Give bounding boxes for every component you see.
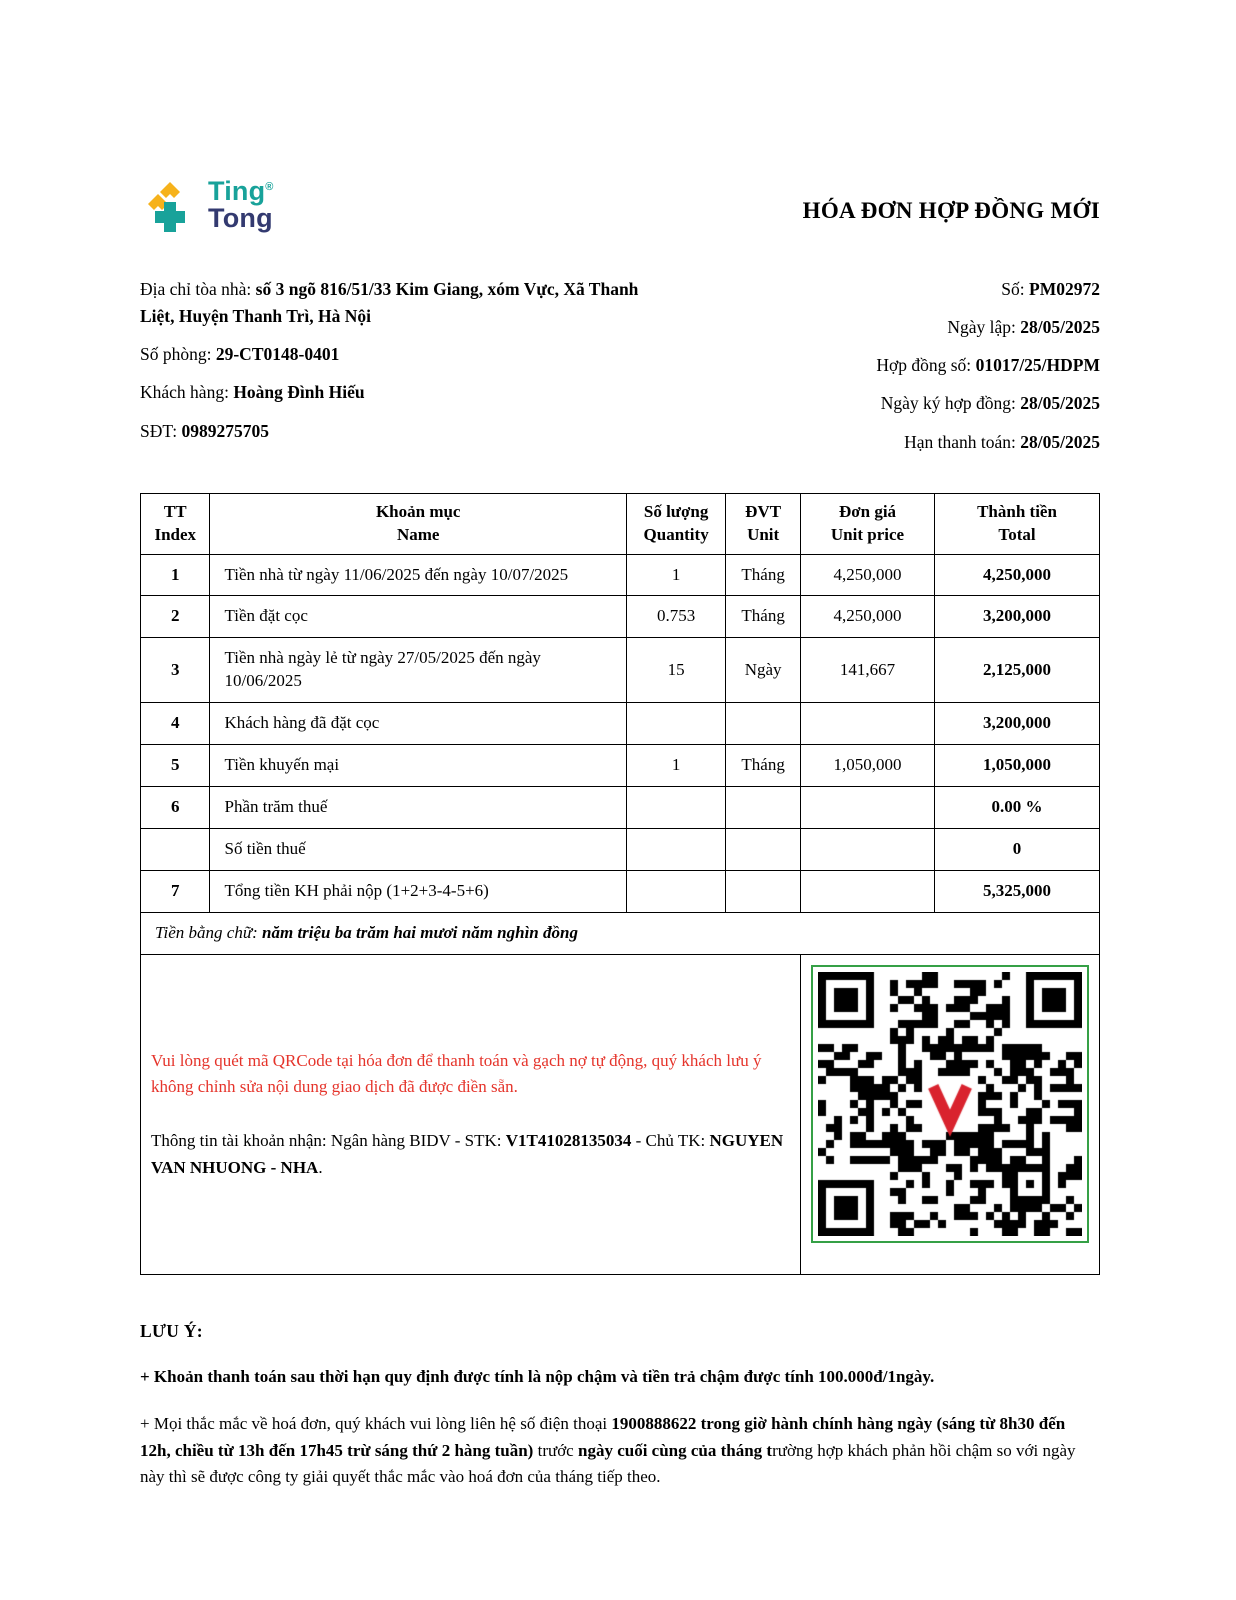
qr-payment-row bbox=[141, 954, 1100, 1274]
customer-phone-label: SĐT: bbox=[140, 420, 178, 441]
cell-total: 0.00 % bbox=[935, 787, 1100, 829]
cell-quantity: 1 bbox=[626, 745, 725, 787]
cell-unit: Tháng bbox=[726, 745, 801, 787]
document-title: HÓA ĐƠN HỢP ĐỒNG MỚI bbox=[802, 198, 1100, 223]
payment-instructions bbox=[141, 954, 801, 1274]
building-address-value: số 3 ngõ 816/51/33 Kim Giang, xóm Vực, Xã Thanh Liệt, Huyện Thanh Trì, Hà Nội bbox=[140, 279, 639, 327]
table-row bbox=[141, 554, 1100, 596]
header bbox=[140, 178, 1100, 236]
cell-quantity: 15 bbox=[626, 638, 725, 703]
amount-in-words-value: năm triệu ba trăm hai mươi năm nghìn đồng bbox=[262, 922, 578, 942]
contract-sign-date bbox=[680, 390, 1100, 417]
cell-total: 2,125,000 bbox=[935, 638, 1100, 703]
col-header-unit: ĐVT Unit bbox=[726, 493, 801, 554]
invoice-number-value: PM02972 bbox=[1029, 279, 1100, 299]
cell-index: 4 bbox=[141, 703, 210, 745]
customer-name-label: Khách hàng: bbox=[140, 382, 229, 403]
customer-name-value: Hoàng Đình Hiếu bbox=[233, 382, 365, 403]
cell-quantity bbox=[626, 871, 725, 913]
payment-due-date-label: Hạn thanh toán: bbox=[904, 431, 1016, 452]
cell-quantity bbox=[626, 829, 725, 871]
customer-phone bbox=[140, 418, 645, 445]
cell-unit-price: 1,050,000 bbox=[800, 745, 934, 787]
cell-index: 1 bbox=[141, 554, 210, 596]
cell-index bbox=[141, 829, 210, 871]
hotline-number: 1900888622 trong giờ hành chính hàng ngày (sáng từ 8h30 đến 12h, chiều từ 13h đến 17h45 trừ sáng thứ 2 hàng tuần) bbox=[140, 1414, 1066, 1460]
issue-date-label: Ngày lập: bbox=[947, 317, 1016, 338]
tingtong-logo-icon bbox=[140, 178, 198, 236]
cell-name: Phần trăm thuế bbox=[210, 787, 626, 829]
cell-unit-price: 4,250,000 bbox=[800, 596, 934, 638]
cell-unit bbox=[726, 829, 801, 871]
qr-payment-note: Vui lòng quét mã QRCode tại hóa đơn để thanh toán và gạch nợ tự động, quý khách lưu ý không chỉnh sửa nội dung giao dịch đã được điền sẵn. bbox=[151, 1050, 762, 1097]
cell-quantity bbox=[626, 787, 725, 829]
cell-unit: Tháng bbox=[726, 554, 801, 596]
tingtong-logo bbox=[140, 178, 274, 236]
note-late-payment: + Khoản thanh toán sau thời hạn quy định được tính là nộp chậm và tiền trả chậm được tính 100.000đ/1ngày. bbox=[140, 1366, 935, 1386]
cell-index: 3 bbox=[141, 638, 210, 703]
cell-unit: Ngày bbox=[726, 638, 801, 703]
col-header-name: Khoản mục Name bbox=[210, 493, 626, 554]
table-row bbox=[141, 638, 1100, 703]
cell-total: 3,200,000 bbox=[935, 703, 1100, 745]
invoice-table bbox=[140, 493, 1100, 1275]
qr-canvas bbox=[818, 972, 1082, 1236]
cell-total: 3,200,000 bbox=[935, 596, 1100, 638]
cell-name: Tiền đặt cọc bbox=[210, 596, 626, 638]
cell-unit-price bbox=[800, 787, 934, 829]
logo-line-tong: Tong bbox=[208, 203, 273, 233]
contract-number-value: 01017/25/HDPM bbox=[975, 355, 1100, 376]
building-address-label: Địa chỉ tòa nhà: bbox=[140, 279, 252, 299]
cell-unit bbox=[726, 871, 801, 913]
cell-name: Khách hàng đã đặt cọc bbox=[210, 703, 626, 745]
amount-in-words bbox=[141, 912, 1100, 954]
invoice-number bbox=[680, 276, 1100, 303]
info-right bbox=[680, 276, 1100, 467]
contract-sign-date-value: 28/05/2025 bbox=[1020, 393, 1100, 414]
room-number-label: Số phòng: bbox=[140, 344, 212, 365]
cell-unit bbox=[726, 703, 801, 745]
col-header-unit-price: Đơn giá Unit price bbox=[800, 493, 934, 554]
table-row bbox=[141, 596, 1100, 638]
amount-in-words-row bbox=[141, 912, 1100, 954]
cell-unit bbox=[726, 787, 801, 829]
info-section bbox=[140, 276, 1100, 467]
cell-unit-price: 141,667 bbox=[800, 638, 934, 703]
info-left bbox=[140, 276, 645, 467]
account-holder-label: - Chủ TK: bbox=[631, 1131, 710, 1151]
table-row bbox=[141, 871, 1100, 913]
col-header-index: TT Index bbox=[141, 493, 210, 554]
issue-date bbox=[680, 314, 1100, 341]
table-row bbox=[141, 787, 1100, 829]
payment-due-date-value: 28/05/2025 bbox=[1020, 431, 1100, 452]
cell-unit: Tháng bbox=[726, 596, 801, 638]
cell-total: 1,050,000 bbox=[935, 745, 1100, 787]
cell-unit-price bbox=[800, 703, 934, 745]
notes-heading: LƯU Ý: bbox=[140, 1320, 203, 1341]
cell-name: Số tiền thuế bbox=[210, 829, 626, 871]
payment-due-date bbox=[680, 429, 1100, 456]
note-contact: + Mọi thắc mắc về hoá đơn, quý khách vui lòng liên hệ số điện thoại 1900888622 trong giờ hành chính hàng ngày (sáng từ 8h30 đến 12h, chiều từ 13h đến 17h45 trừ sáng thứ 2 hàng tuần) trước ngày cuối cùng của tháng trường hợp khách phản hồi chậm so với ngày này thì sẽ được công ty giải quyết thắc mắc vào hoá đơn của tháng tiếp theo. bbox=[140, 1414, 1076, 1487]
table-row bbox=[141, 745, 1100, 787]
notes-section bbox=[140, 1321, 1100, 1491]
cell-index: 5 bbox=[141, 745, 210, 787]
customer-phone-value: 0989275705 bbox=[181, 420, 269, 441]
col-header-quantity: Số lượng Quantity bbox=[626, 493, 725, 554]
qr-cell bbox=[800, 954, 1099, 1274]
cell-index: 7 bbox=[141, 871, 210, 913]
cell-quantity bbox=[626, 703, 725, 745]
cell-name: Tiền khuyến mại bbox=[210, 745, 626, 787]
table-header-row bbox=[141, 493, 1100, 554]
cell-index: 6 bbox=[141, 787, 210, 829]
cell-name: Tiền nhà từ ngày 11/06/2025 đến ngày 10/07/2025 bbox=[210, 554, 626, 596]
cell-total: 0 bbox=[935, 829, 1100, 871]
account-info: Thông tin tài khoản nhận: Ngân hàng BIDV - STK: V1T41028135034 - Chủ TK: NGUYEN VAN NHUONG - NHA. bbox=[151, 1131, 784, 1177]
cell-name: Tổng tiền KH phải nộp (1+2+3-4-5+6) bbox=[210, 871, 626, 913]
cell-unit-price bbox=[800, 871, 934, 913]
account-holder-name: NGUYEN VAN NHUONG - NHA bbox=[151, 1131, 784, 1177]
cell-total: 4,250,000 bbox=[935, 554, 1100, 596]
contract-sign-date-label: Ngày ký hợp đồng: bbox=[880, 393, 1016, 414]
qr-code bbox=[811, 965, 1089, 1243]
room-number-value: 29-CT0148-0401 bbox=[215, 344, 340, 365]
cell-quantity: 1 bbox=[626, 554, 725, 596]
table-row bbox=[141, 703, 1100, 745]
customer-name bbox=[140, 379, 645, 406]
room-number bbox=[140, 341, 645, 368]
account-info-label: Thông tin tài khoản nhận: Ngân hàng BIDV - STK: bbox=[151, 1131, 506, 1151]
building-address bbox=[140, 276, 645, 330]
contract-number bbox=[680, 352, 1100, 379]
cell-name: Tiền nhà ngày lẻ từ ngày 27/05/2025 đến ngày 10/06/2025 bbox=[210, 638, 626, 703]
cell-total: 5,325,000 bbox=[935, 871, 1100, 913]
amount-in-words-label: Tiền bằng chữ: bbox=[155, 922, 258, 942]
account-number: V1T41028135034 bbox=[505, 1131, 632, 1151]
cell-index: 2 bbox=[141, 596, 210, 638]
cell-unit-price: 4,250,000 bbox=[800, 554, 934, 596]
cell-quantity: 0.753 bbox=[626, 596, 725, 638]
contract-number-label: Hợp đồng số: bbox=[876, 355, 972, 376]
logo-line-ting: Ting® bbox=[208, 176, 274, 206]
table-row bbox=[141, 829, 1100, 871]
invoice-number-label: Số: bbox=[1001, 279, 1025, 299]
tingtong-logo-text bbox=[208, 178, 274, 232]
cell-unit-price bbox=[800, 829, 934, 871]
col-header-total: Thành tiền Total bbox=[935, 493, 1100, 554]
issue-date-value: 28/05/2025 bbox=[1020, 317, 1100, 338]
